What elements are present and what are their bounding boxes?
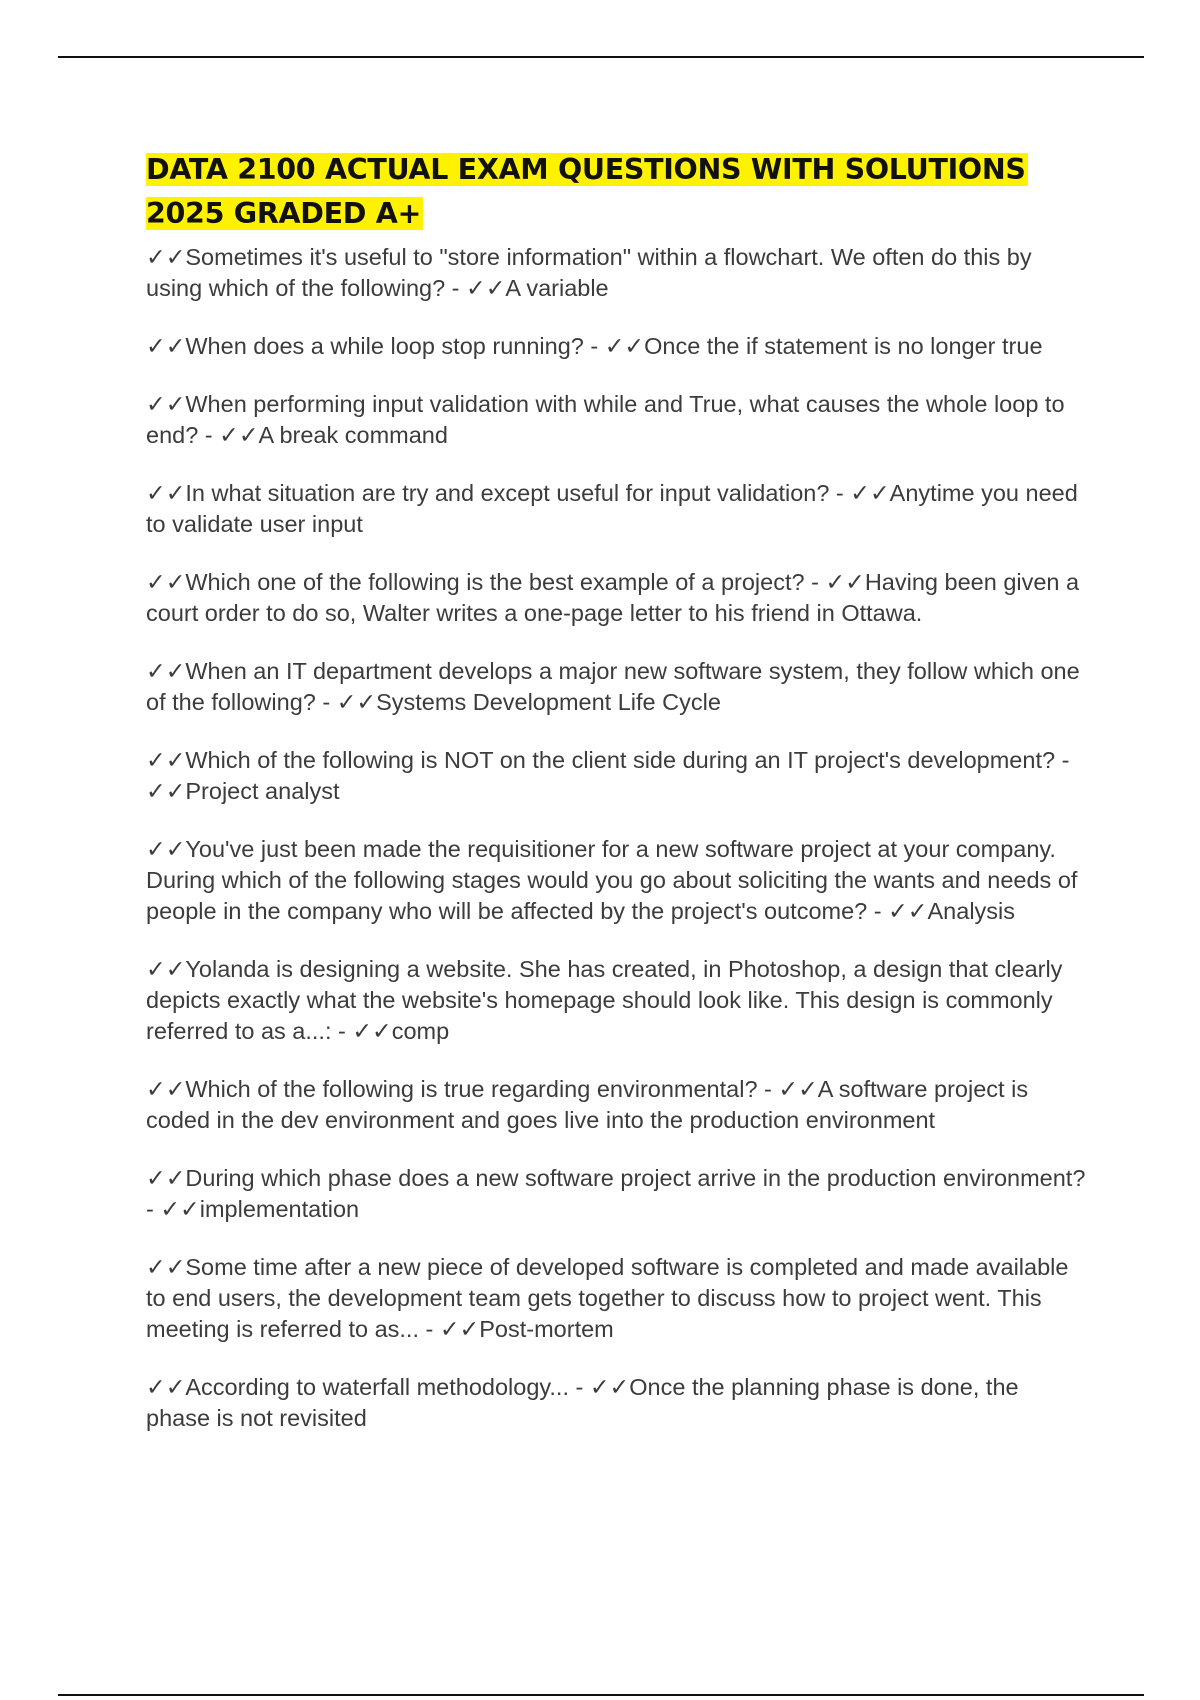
document-body [146, 148, 1086, 1461]
qa-item: ✓✓During which phase does a new software project arrive in the production environment? - ✓✓implementation [146, 1165, 1086, 1222]
qa-item: ✓✓Some time after a new piece of developed software is completed and made available to end users, the development team gets together to discuss how to project went. This meeting is referred to as... - ✓✓Post-mortem [146, 1254, 1069, 1342]
qa-item: ✓✓Which of the following is true regarding environmental? - ✓✓A software project is coded in the dev environment and goes live into the production environment [146, 1076, 1029, 1133]
qa-item: ✓✓Which one of the following is the best example of a project? - ✓✓Having been given a court order to do so, Walter writes a one-page letter to his friend in Ottawa. [146, 569, 1080, 626]
top-divider [58, 56, 1144, 58]
qa-item: ✓✓According to waterfall methodology... - ✓✓Once the planning phase is done, the phase is not revisited [146, 1374, 1019, 1431]
title-highlight: DATA 2100 ACTUAL EXAM QUESTIONS WITH SOLUTIONS 2025 GRADED A+ [146, 153, 1026, 230]
qa-item: ✓✓When an IT department develops a major new software system, they follow which one of the following? - ✓✓Systems Development Life Cycle [146, 658, 1080, 715]
document-title [146, 148, 1086, 236]
qa-item: ✓✓When does a while loop stop running? - ✓✓Once the if statement is no longer true [146, 333, 1043, 359]
qa-item: ✓✓Which of the following is NOT on the client side during an IT project's development? - ✓✓Project analyst [146, 747, 1070, 804]
qa-item: ✓✓You've just been made the requisitioner for a new software project at your company. During which of the following stages would you go about soliciting the wants and needs of people in the company who will be affected by the project's outcome? - ✓✓Analysis [146, 836, 1078, 924]
qa-item: ✓✓In what situation are try and except useful for input validation? - ✓✓Anytime you need to validate user input [146, 480, 1078, 537]
qa-item: ✓✓When performing input validation with while and True, what causes the whole loop to end? - ✓✓A break command [146, 391, 1065, 448]
bottom-divider [58, 1694, 1144, 1696]
qa-item: ✓✓Sometimes it's useful to "store information" within a flowchart. We often do this by using which of the following? - ✓✓A variable [146, 244, 1032, 301]
qa-item: ✓✓Yolanda is designing a website. She has created, in Photoshop, a design that clearly depicts exactly what the website's homepage should look like. This design is commonly referred to as a...: - ✓✓comp [146, 956, 1063, 1044]
